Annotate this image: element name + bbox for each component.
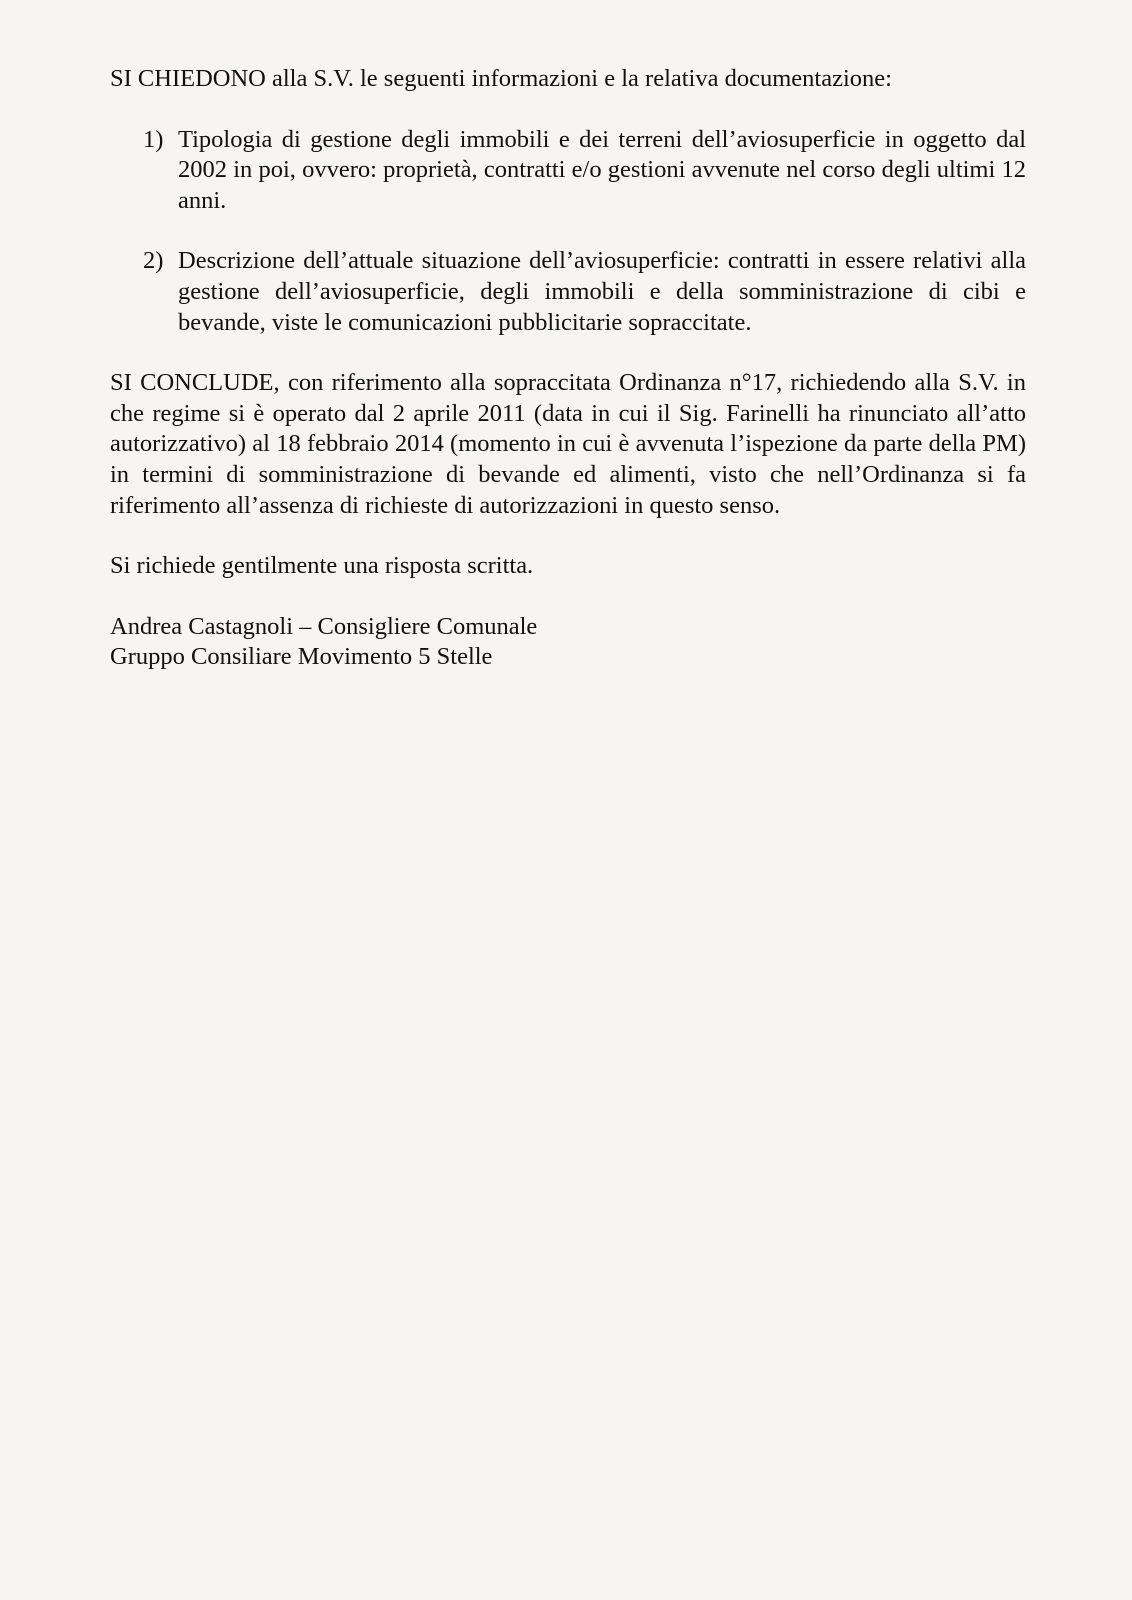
request-item-2 xyxy=(110,246,1026,338)
request-number: 2) xyxy=(143,247,164,275)
request-list xyxy=(110,125,1026,339)
signature-block xyxy=(110,612,1026,673)
request-item-1 xyxy=(110,125,1026,217)
document-page xyxy=(110,64,1026,673)
request-number: 1) xyxy=(143,125,164,153)
request-text: Descrizione dell’attuale situazione dell’aviosuperficie: contratti in essere relativi alla gestione dell’aviosuperficie, degli immobili e della somministrazione di cibi e bevande, viste le comunicazioni pubblicitarie sopraccitate. xyxy=(178,247,1026,336)
intro-paragraph: SI CHIEDONO alla S.V. le seguenti informazioni e la relativa documentazione: xyxy=(110,65,892,92)
signature-name-role: Andrea Castagnoli – Consigliere Comunale xyxy=(110,612,538,640)
conclusion-paragraph: SI CONCLUDE, con riferimento alla sopraccitata Ordinanza n°17, richiedendo alla S.V. in che regime si è operato dal 2 aprile 2011 (data in cui il Sig. Farinelli ha rinunciato all’atto autorizzativo) al 18 febbraio 2014 (momento in cui è avvenuta l’ispezione da parte della PM) in termini di somministrazione di bevande ed alimenti, visto che nell’Ordinanza si fa riferimento all’assenza di richieste di autorizzazioni in questo senso. xyxy=(110,369,1026,519)
signature-group: Gruppo Consiliare Movimento 5 Stelle xyxy=(110,643,493,671)
request-text: Tipologia di gestione degli immobili e dei terreni dell’aviosuperficie in oggetto dal 2002 in poi, ovvero: proprietà, contratti e/o gestioni avvenute nel corso degli ultimi 12 anni. xyxy=(178,125,1026,214)
closing-request: Si richiede gentilmente una risposta scritta. xyxy=(110,552,534,580)
